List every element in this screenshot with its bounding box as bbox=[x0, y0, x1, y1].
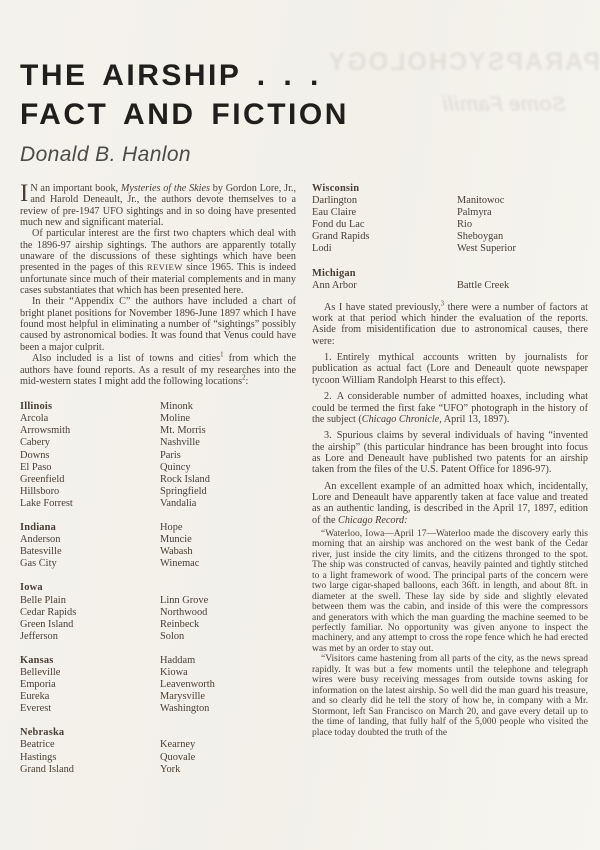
state-header-row bbox=[20, 727, 296, 739]
city-row bbox=[20, 703, 296, 715]
city-name: Greenfield bbox=[20, 473, 65, 485]
city-name: Grand Island bbox=[20, 763, 74, 775]
city-name: Eureka bbox=[20, 691, 50, 703]
city-name: Marysville bbox=[160, 691, 206, 703]
city-name: Cabery bbox=[20, 437, 51, 449]
city-name: Northwood bbox=[160, 606, 208, 618]
state-section-wisconsin bbox=[312, 183, 588, 256]
city-row bbox=[312, 280, 588, 292]
state-name: Nebraska bbox=[20, 727, 65, 739]
state-section-illinois bbox=[20, 401, 296, 510]
city-name bbox=[160, 727, 296, 739]
state-header-row bbox=[20, 582, 296, 594]
bleed-through-line2: Some Famili bbox=[442, 93, 566, 116]
city-name: Arrowsmith bbox=[20, 425, 71, 437]
state-name: Iowa bbox=[20, 582, 43, 594]
city-name: Ann Arbor bbox=[312, 279, 357, 291]
city-row bbox=[20, 437, 296, 449]
right-column bbox=[312, 183, 588, 776]
city-name bbox=[457, 268, 588, 280]
city-row bbox=[20, 764, 296, 776]
city-row bbox=[20, 534, 296, 546]
city-name: Belle Plain bbox=[20, 594, 66, 606]
city-row bbox=[312, 195, 588, 207]
city-row bbox=[20, 558, 296, 570]
city-name: Paris bbox=[160, 449, 181, 461]
paragraph: As I have stated previously,$^3$ there were a number of factors at work at that period which hinder the evaluation of the reports. Aside from misidentification due to astronomical causes, there were: bbox=[312, 300, 588, 347]
paragraph: “Waterloo, Iowa—April 17—Waterloo made the discovery early this morning that an airship was anchored on the west bank of the Cedar river, just inside the city limits, and the citizens thronged to the spot. The ship was constructed of canvas, heavily painted and tightly stitched to a light framework of wood. The principal parts of the concern were two large cigar-shaped balloons, each 36ft. in length, and about 8ft. in diameter at the swell. These lay side by side and slightly elevated between them was the cabin, and inside of this were the compressors and generators with which the man guarding the machine seemed to be perfectly familiar. No opportunity was given anyone to inspect the machinery, and any attempt to cross the rope fence which he had erected was met by an order to stay out. bbox=[312, 528, 588, 654]
city-name: Everest bbox=[20, 703, 52, 715]
city-name: Mt. Morris bbox=[160, 425, 206, 437]
city-name: Lodi bbox=[312, 243, 332, 255]
city-row bbox=[20, 631, 296, 643]
state-section-iowa bbox=[20, 582, 296, 642]
city-name: Sheboygan bbox=[457, 231, 504, 243]
state-header-row bbox=[20, 522, 296, 534]
city-row bbox=[20, 667, 296, 679]
city-name: Muncie bbox=[160, 534, 192, 546]
city-row bbox=[20, 450, 296, 462]
city-name: Emporia bbox=[20, 679, 56, 691]
paragraph: In their “Appendix C” the authors have included a chart of bright planet positions for November 1896-June 1897 which I have found most helpful in eliminating a number of “sightings” possibly caused by astronomical bodies. It was found that Venus could have been a major culprit. bbox=[20, 296, 296, 353]
city-name: Green Island bbox=[20, 618, 74, 630]
footnote-ref: 1 bbox=[220, 351, 224, 359]
state-header-row bbox=[20, 401, 296, 413]
state-header-row bbox=[20, 655, 296, 667]
state-name: Indiana bbox=[20, 522, 57, 534]
city-name: Darlington bbox=[312, 195, 358, 207]
city-name: Gas City bbox=[20, 558, 57, 570]
article-title-line2: FACT AND FICTION bbox=[20, 98, 349, 131]
city-name: Jefferson bbox=[20, 630, 58, 642]
city-name: West Superior bbox=[457, 243, 516, 255]
city-row bbox=[312, 243, 588, 255]
author-byline: Donald B. Hanlon bbox=[20, 143, 192, 166]
city-row bbox=[312, 231, 588, 243]
city-name: York bbox=[160, 763, 181, 775]
state-name: Wisconsin bbox=[312, 183, 360, 194]
city-name: Downs bbox=[20, 449, 50, 461]
city-name: Grand Rapids bbox=[312, 231, 370, 243]
city-name bbox=[160, 582, 296, 594]
article-title bbox=[20, 56, 588, 134]
bleed-through-line1: PARAPSYCHOLOGY bbox=[326, 48, 600, 76]
city-name: Quovale bbox=[160, 751, 196, 763]
city-name: Arcola bbox=[20, 413, 49, 425]
city-name: Beatrice bbox=[20, 739, 55, 751]
state-name: Michigan bbox=[312, 267, 356, 279]
city-name: Wabash bbox=[160, 546, 193, 558]
city-lists-right bbox=[312, 183, 588, 292]
city-name: Eau Claire bbox=[312, 207, 357, 219]
state-section-indiana bbox=[20, 522, 296, 570]
city-row bbox=[20, 619, 296, 631]
footnote-ref: 2 bbox=[242, 374, 246, 382]
city-name: Winemac bbox=[160, 558, 200, 570]
city-name: Reinbeck bbox=[160, 618, 200, 630]
city-name: Batesville bbox=[20, 546, 62, 558]
city-name: Hillsboro bbox=[20, 485, 60, 497]
city-name: Belleville bbox=[20, 666, 61, 678]
paragraph: Of particular interest are the first two chapters which deal with the 1896-97 airship sightings. The authors are apparently totally unaware of the discussions of these sightings which have been presented in the pages of this REVIEW since 1965. This is indeed unfortunate since much of their material complements and in many cases substantiates that which has been presented here. bbox=[20, 228, 296, 297]
paragraph: 3. Spurious claims by several individuals of having “invented the airship” (this particular hindrance has been brought into focus as Lore and Deneault have published two patents for an airship taken from the files of the U.S. Patent Office for 1896-97). bbox=[312, 430, 588, 476]
city-name: Moline bbox=[160, 413, 191, 425]
city-row bbox=[20, 679, 296, 691]
city-name: Quincy bbox=[160, 461, 191, 473]
city-name: Minonk bbox=[160, 401, 193, 413]
city-lists-left bbox=[20, 401, 296, 776]
city-name: Palmyra bbox=[457, 207, 492, 219]
city-row bbox=[20, 595, 296, 607]
city-name: El Paso bbox=[20, 461, 52, 473]
state-header-row bbox=[312, 268, 588, 280]
city-row bbox=[20, 486, 296, 498]
drop-cap: I bbox=[20, 180, 29, 207]
right-column-text bbox=[312, 302, 588, 738]
city-row bbox=[312, 207, 588, 219]
city-row bbox=[20, 413, 296, 425]
paragraph: I N an important book, Mysteries of the Skies by Gordon Lore, Jr., and Harold Deneault, Jr., the authors devote themselves to a review of pre-1947 UFO sightings and in so doing have presented much new and significant material. bbox=[20, 180, 296, 229]
state-section-michigan bbox=[312, 268, 588, 292]
article-body bbox=[20, 180, 588, 776]
city-name bbox=[457, 183, 588, 195]
city-name: Rock Island bbox=[160, 473, 210, 485]
city-name: Hope bbox=[160, 522, 183, 534]
city-row bbox=[20, 462, 296, 474]
left-column bbox=[20, 180, 296, 776]
city-row bbox=[20, 546, 296, 558]
city-name: Kiowa bbox=[160, 666, 188, 678]
city-name: Lake Forrest bbox=[20, 497, 73, 509]
paragraph: Also included is a list of towns and cities$^1$ from which the authors have found reports. As a result of my researches into the mid-western states I might add the following locations$^2$: bbox=[20, 351, 296, 387]
state-section-nebraska bbox=[20, 727, 296, 775]
city-row bbox=[20, 739, 296, 751]
city-name: Manitowoc bbox=[457, 195, 505, 207]
paragraph: “Visitors came hastening from all parts of the city, as the news spread rapidly. It was but a few moments until the telephone and telegraph wires were busy receiving messages from outside towns asking for information on the latest airship. So well did the man guard his treasure, and so clearly did he tell the story of how he, in company with a Mr. Stormont, left San Francisco on March 20, and gave every detail up to the time of landing, that fully half of the 5,000 people who visited the place today doubted the truth of the bbox=[312, 654, 588, 738]
city-row bbox=[20, 752, 296, 764]
state-name: Illinois bbox=[20, 401, 53, 413]
city-name: Kearney bbox=[160, 739, 196, 751]
paragraph: 2. A considerable number of admitted hoaxes, including what could be termed the first fake “UFO” photograph in the history of the subject (Chicago Chronicle, April 13, 1897). bbox=[312, 391, 588, 425]
city-name: Leavenworth bbox=[160, 679, 215, 691]
city-row bbox=[20, 425, 296, 437]
city-row bbox=[312, 219, 588, 231]
footnote-ref: 3 bbox=[440, 300, 445, 308]
article-title-line1: THE AIRSHIP . . . bbox=[20, 59, 321, 92]
state-name: Kansas bbox=[20, 654, 54, 666]
city-name: Battle Creek bbox=[457, 279, 510, 291]
city-name: Haddam bbox=[160, 654, 196, 666]
city-name: Vandalia bbox=[160, 497, 197, 509]
city-name: Solon bbox=[160, 630, 185, 642]
city-row bbox=[20, 691, 296, 703]
city-name: Springfield bbox=[160, 485, 207, 497]
city-name: Linn Grove bbox=[160, 594, 209, 606]
state-header-row bbox=[312, 183, 588, 195]
city-name: Washington bbox=[160, 703, 210, 715]
paragraph: 1. Entirely mythical accounts written by journalists for publication as actual fact (Lore and Deneault quote newspaper tycoon William Randolph Hearst to this effect). bbox=[312, 352, 588, 386]
city-name: Cedar Rapids bbox=[20, 606, 77, 618]
city-name: Anderson bbox=[20, 534, 61, 546]
city-row bbox=[20, 474, 296, 486]
city-row bbox=[20, 607, 296, 619]
city-name: Fond du Lac bbox=[312, 219, 365, 231]
city-name: Hastings bbox=[20, 751, 57, 763]
city-row bbox=[20, 498, 296, 510]
city-name: Nashville bbox=[160, 437, 200, 449]
city-name: Rio bbox=[457, 219, 473, 231]
paragraph: An excellent example of an admitted hoax which, incidentally, Lore and Deneault have apparently taken at face value and treated as an authentic landing, is described in the April 17, 1897, edition of the Chicago Record: bbox=[312, 480, 588, 526]
state-section-kansas bbox=[20, 655, 296, 715]
